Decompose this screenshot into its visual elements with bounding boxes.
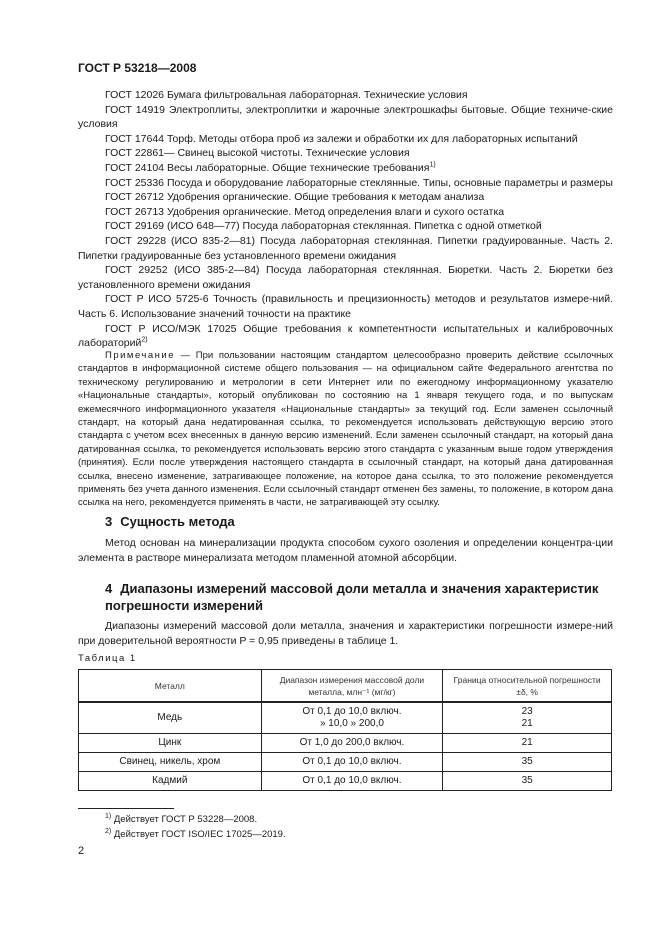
header-range: Диапазон измерения массовой доли металла, млн⁻¹ (мг/кг) xyxy=(261,670,443,703)
footnote-divider xyxy=(78,808,174,809)
reference-item: ГОСТ 26712 Удобрения органические. Общие требования к методам анализа xyxy=(105,191,485,204)
cell-range: От 0,1 до 10,0 включ. » 10,0 » 200,0 xyxy=(261,702,443,734)
table-header-row xyxy=(79,670,612,703)
cell-error: 35 xyxy=(443,753,612,772)
cell-range: От 1,0 до 200,0 включ. xyxy=(261,734,443,753)
footnote-item: $^{1)}$ Действует ГОСТ Р 53228—2008. xyxy=(105,812,258,825)
reference-item: ГОСТ 22861— Свинец высокой чистоты. Технические условия xyxy=(105,147,410,160)
section-4-heading: 4 Диапазоны измерений массовой доли металла и значения характеристик погрешности измерений xyxy=(105,581,599,613)
cell-range: От 0,1 до 10,0 включ. xyxy=(261,753,443,772)
cell-metal: Свинец, никель, хром xyxy=(79,753,262,772)
section-3-text: Метод основан на минерализации продукта способом сухого озоления и определении концентра-ции элемента в растворе минерализата методом пламенной атомной абсорбции. xyxy=(78,537,613,564)
table-row xyxy=(79,772,612,791)
reference-item: ГОСТ 29169 (ИСО 648—77) Посуда лабораторная стеклянная. Пипетка с одной отметкой xyxy=(105,220,542,233)
note-label: Примечание xyxy=(105,350,175,361)
note-text: — При пользовании настоящим стандартом целесообразно проверить действие ссылочных стандартов в информационной системе общего пользования — на официальном сайте Федерального агентства по техническому регулированию и метрологии в сети Интернет или по ежегодному информационному указателю «Национальные стандарты», который опубликован по состоянию на 1 января текущего года, и по выпускам ежемесячного информационного указателя «Национальные стандарты» за текущий год. Если заменен ссылочный стандарт, на который дана недатированная ссылка, то рекомендуется использовать действующую версию этого стандарта с учетом всех внесенных в данную версию изменений. Если заменен ссылочный стандарт, на который дана датированная ссылка, то рекомендуется использовать версию этого стандарта с указанным выше годом утверждения (принятия). Если после утверждения настоящего стандарта в ссылочный стандарт, на который дана датированная ссылка, внесено изменение, затрагивающее положение, на которое дана ссылка, то это положение рекомендуется применять без учета данного изменения. Если ссылочный стандарт отменен без замены, то положение, в котором дана ссылка на него, рекомендуется применять в части, не затрагивающей эту ссылку. xyxy=(78,350,613,509)
table-row xyxy=(79,753,612,772)
cell-metal: Цинк xyxy=(79,734,262,753)
footnote-ref[interactable]: 1) xyxy=(429,161,436,169)
reference-item: ГОСТ 14919 Электроплиты, электроплитки и жарочные электрошкафы бытовые. Общие техниче-ские условия xyxy=(78,103,613,131)
normative-references-list xyxy=(78,88,613,351)
reference-item: ГОСТ 26713 Удобрения органические. Метод определения влаги и сухого остатка xyxy=(105,205,505,218)
cell-error: 21 xyxy=(443,734,612,753)
reference-item: ГОСТ 25336 Посуда и оборудование лабораторные стеклянные. Типы, основные параметры и размеры xyxy=(105,176,613,189)
reference-item: ГОСТ 29228 (ИСО 835-2—81) Посуда лабораторная стеклянная. Пипетки градуированные. Часть 2. Пипетки градуированные без установленного времени ожидания xyxy=(78,234,613,262)
cell-error: 23 21 xyxy=(443,702,612,734)
footnotes xyxy=(105,812,286,842)
reference-item: ГОСТ 29252 (ИСО 385-2—84) Посуда лабораторная стеклянная. Бюретки. Часть 2. Бюретки без установленного времени ожидания xyxy=(78,264,613,291)
note-paragraph xyxy=(78,349,613,510)
reference-item: ГОСТ 12026 Бумага фильтровальная лабораторная. Технические условия xyxy=(105,89,468,101)
table-row xyxy=(79,702,612,734)
measurement-ranges-table xyxy=(78,669,612,791)
reference-item: ГОСТ 17644 Торф. Методы отбора проб из залежи и обработки их для лабораторных испытаний xyxy=(105,132,578,145)
section-3-heading: 3 Сущность метода xyxy=(105,514,235,529)
footnote-ref[interactable]: 2) xyxy=(141,336,148,344)
cell-range: От 0,1 до 10,0 включ. xyxy=(261,772,443,791)
cell-metal: Медь xyxy=(79,702,262,734)
reference-item: ГОСТ Р ИСО/МЭК 17025 Общие требования к компетентности испытательных и калибровочных лабораторий$^{2)}$ xyxy=(78,322,613,350)
table-row xyxy=(79,734,612,753)
document-header: ГОСТ Р 53218—2008 xyxy=(78,61,197,75)
cell-metal: Кадмий xyxy=(79,772,262,791)
cell-error: 35 xyxy=(443,772,612,791)
header-metal: Металл xyxy=(79,670,262,703)
footnote-item: $^{2)}$ Действует ГОСТ ISO/IEC 17025—2019. xyxy=(105,827,286,840)
reference-item: ГОСТ Р ИСО 5725-6 Точность (правильность и прецизионность) методов и результатов измере-ний. Часть 6. Использование значений точности на практике xyxy=(78,293,613,320)
page-number: 2 xyxy=(78,845,85,857)
section-4-text: Диапазоны измерений массовой доли металла, значения и характеристики погрешности измере-ний при доверительной вероятности P = 0,95 приведены в таблице 1. xyxy=(78,620,613,647)
reference-item: ГОСТ 24104 Весы лабораторные. Общие технические требования$^{1)}$ xyxy=(105,161,436,174)
table-caption: Таблица 1 xyxy=(78,653,137,664)
header-error: Граница относительной погрешности ±δ, % xyxy=(443,670,612,703)
